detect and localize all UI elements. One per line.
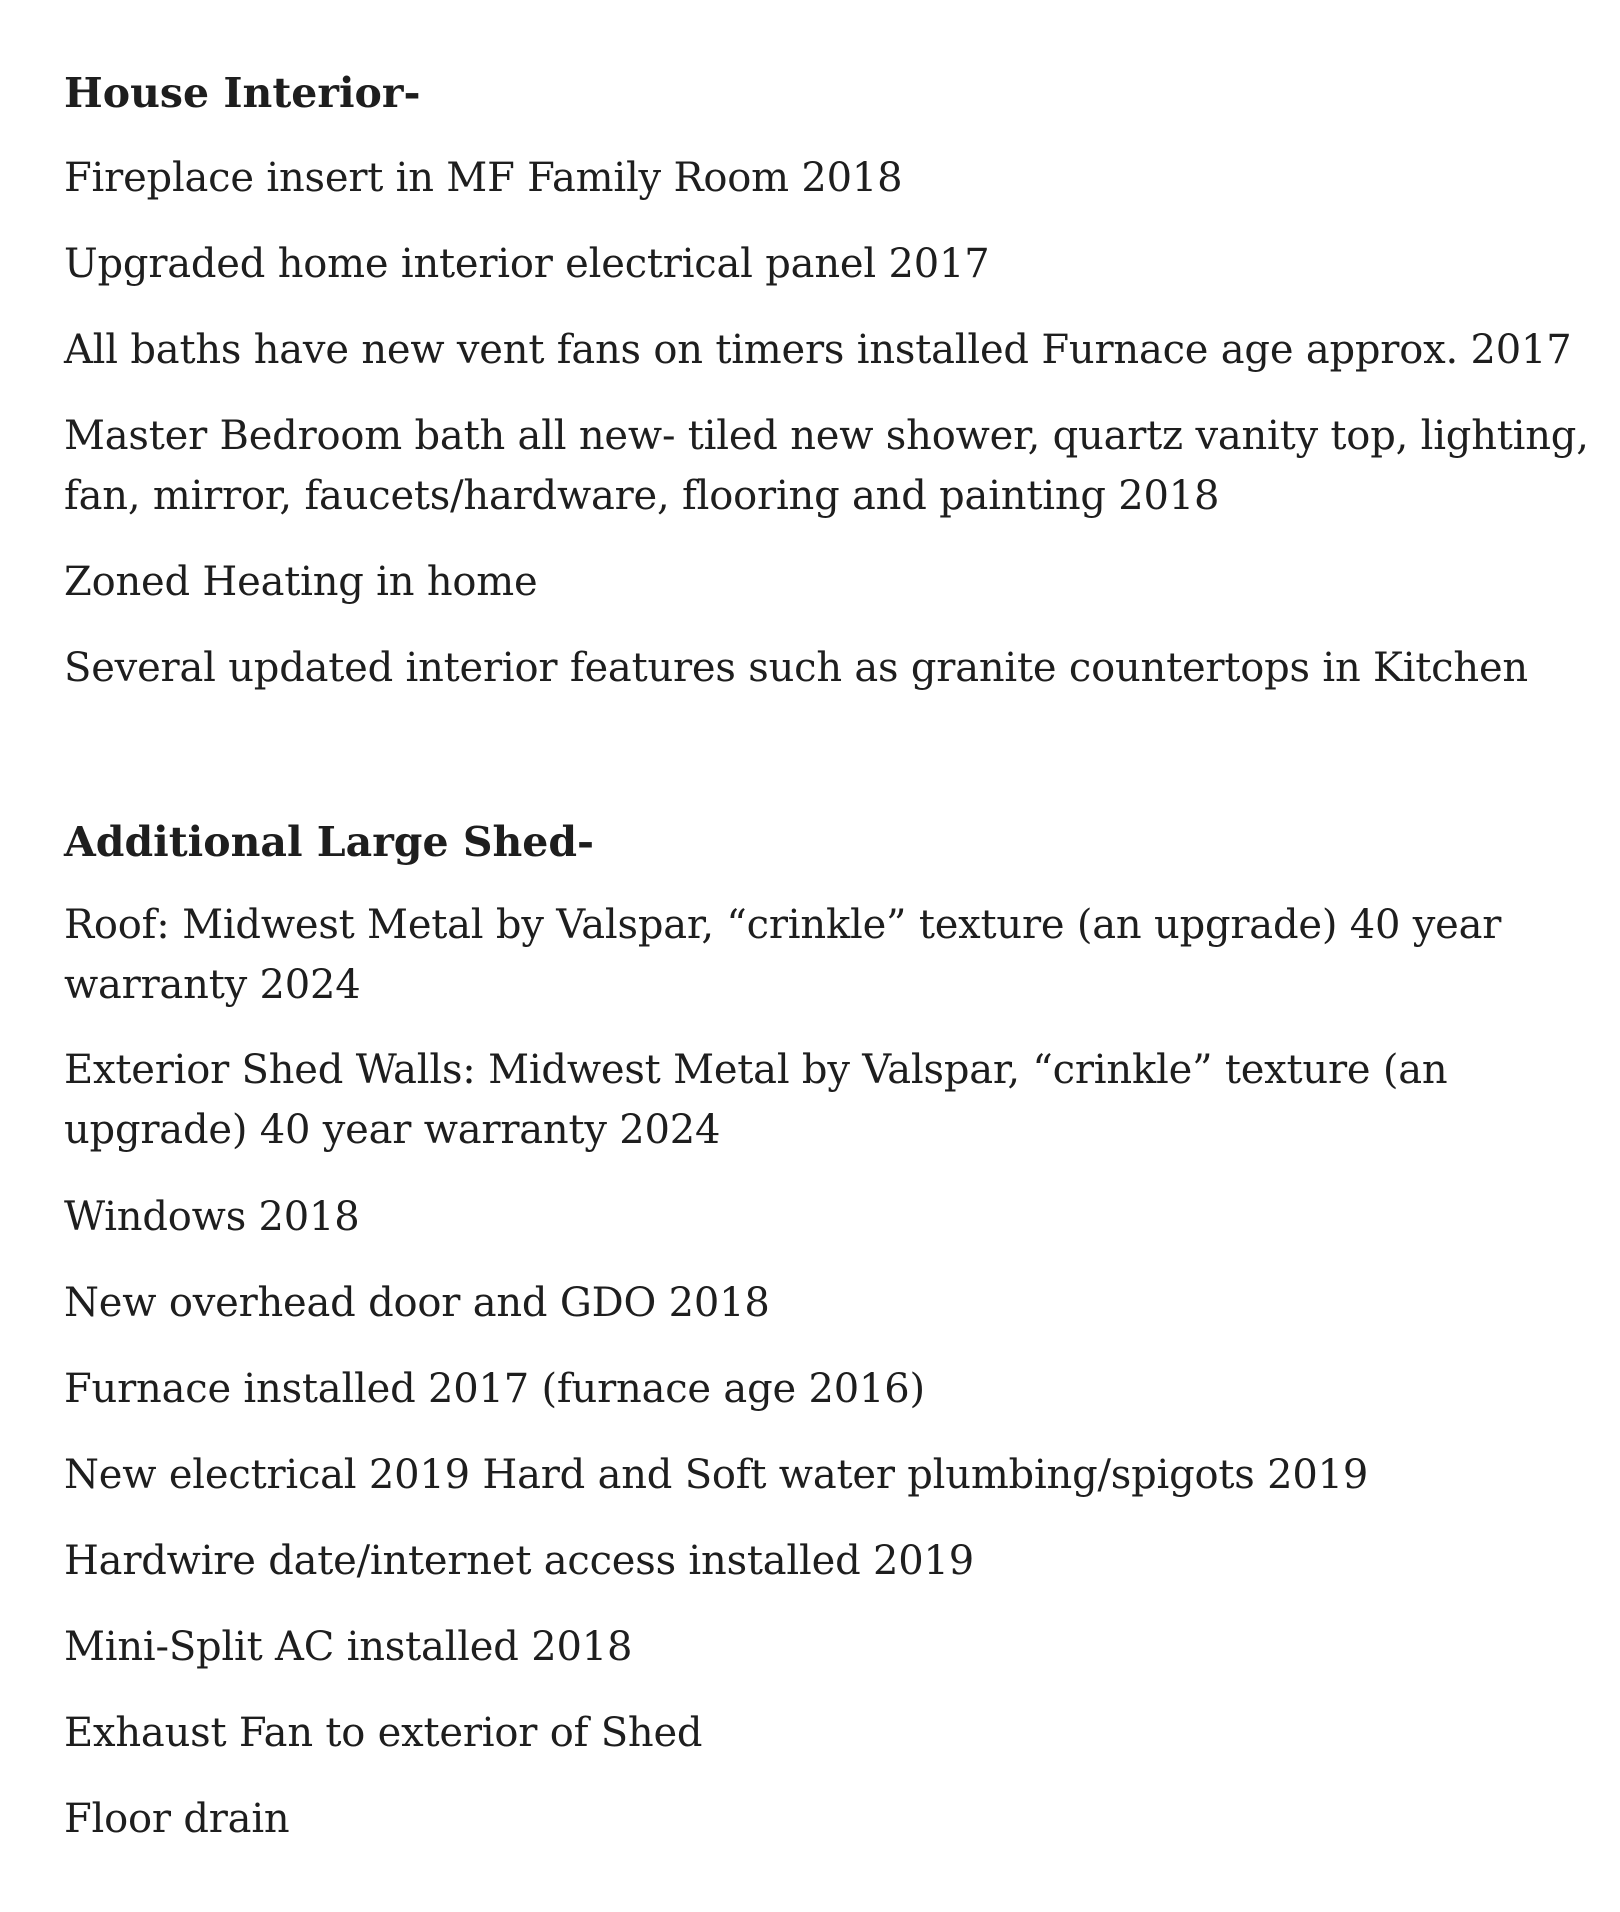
list-item: Zoned Heating in home [64,559,538,605]
list-item: Roof: Midwest Metal by Valspar, “crinkle” texture (an upgrade) 40 year warranty 2024 [64,902,1502,1008]
list-item: Upgraded home interior electrical panel 2017 [64,241,990,287]
list-item: New electrical 2019 Hard and Soft water plumbing/spigots 2019 [64,1452,1369,1498]
list-item: All baths have new vent fans on timers installed Furnace age approx. 2017 [64,327,1572,373]
list-item: Several updated interior features such as granite countertops in Kitchen [64,645,1528,691]
list-item: Exterior Shed Walls: Midwest Metal by Valspar, “crinkle” texture (an upgrade) 40 year warranty 2024 [64,1047,1448,1153]
list-item: New overhead door and GDO 2018 [64,1280,770,1326]
section-heading-additional-large-shed: Additional Large Shed- [64,818,595,866]
list-item: Floor drain [64,1796,290,1842]
section-heading-house-interior: House Interior- [64,69,421,117]
list-item: Windows 2018 [64,1194,360,1240]
list-item: Master Bedroom bath all new- tiled new shower, quartz vanity top, lighting, fan, mirror, faucets/hardware, flooring and painting 2018 [64,413,1589,519]
list-item: Exhaust Fan to exterior of Shed [64,1710,703,1756]
list-item: Mini-Split AC installed 2018 [64,1624,633,1670]
list-item: Hardwire date/internet access installed 2019 [64,1538,974,1584]
list-item: Furnace installed 2017 (furnace age 2016) [64,1366,925,1412]
list-item: Fireplace insert in MF Family Room 2018 [64,155,903,201]
